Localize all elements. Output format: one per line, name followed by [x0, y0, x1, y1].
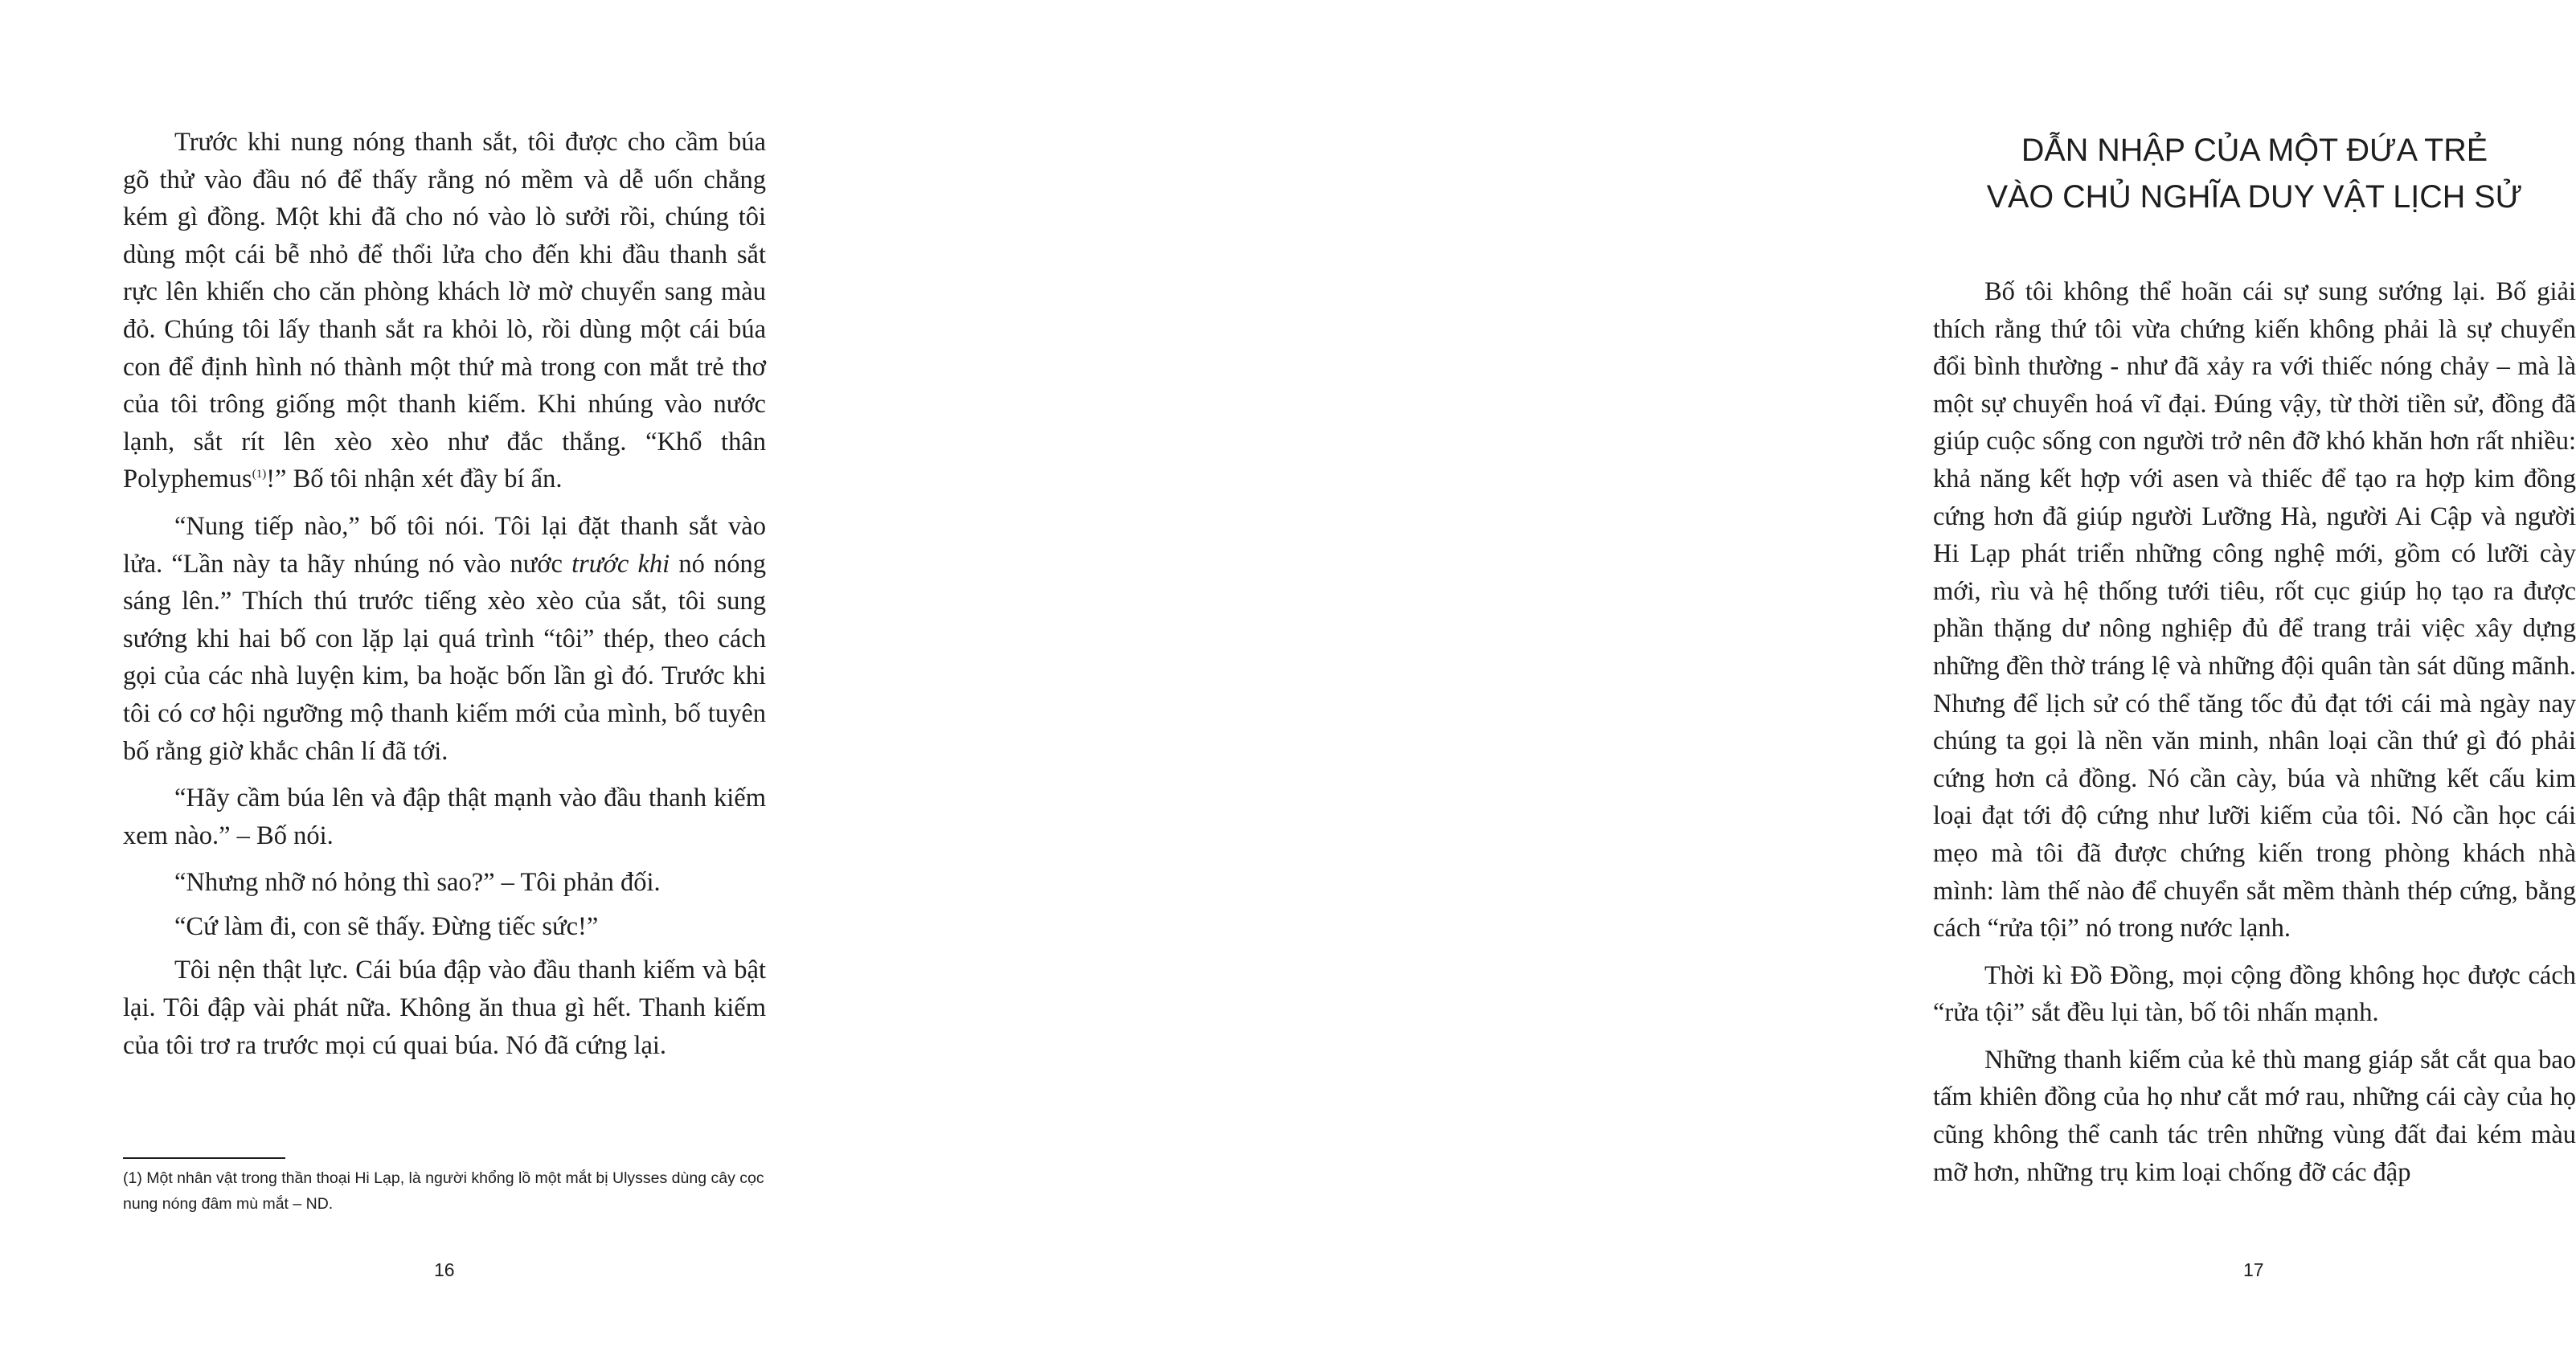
text-run: “Nung tiếp nào,” bố tôi nói. Tôi lại đặt thanh sắt vào lửa. “Lần này ta hãy nhúng nó vào nước [123, 511, 766, 579]
chapter-title-line-1: DẪN NHẬP CỦA MỘT ĐỨA TRẺ [2021, 133, 2488, 168]
text-run: !” Bố tôi nhận xét đầy bí ẩn. [266, 465, 563, 494]
page-number-left: 16 [434, 1259, 455, 1280]
chapter-title [1933, 127, 2576, 220]
left-body-text [123, 124, 766, 1074]
paragraph [123, 508, 766, 770]
left-page [0, 0, 899, 1355]
text-run: Những thanh kiếm của kẻ thù mang giáp sắt cắt qua bao tấm khiên đồng của họ như cắt mớ rau, những cái cày của họ cũng không thể canh tác trên những vùng đất đai kém màu mỡ hơn, những trụ kim loại chống đỡ các đập [1933, 1045, 2576, 1187]
chapter-title-line-2: VÀO CHỦ NGHĨA DUY VẬT LỊCH SỬ [1986, 179, 2523, 215]
text-run: nó nóng sáng lên.” Thích thú trước tiếng xèo xèo của sắt, tôi sung sướng khi hai bố con lặp lại quá trình “tôi” thép, theo cách gọi của các nhà luyện kim, ba hoặc bốn lần gì đó. Trước khi tôi có cơ hội ngưỡng mộ thanh kiếm mới của mình, bố tuyên bố rằng giờ khắc chân lí đã tới. [123, 549, 766, 766]
right-body-text [1933, 273, 2576, 1201]
text-run: Trước khi nung nóng thanh sắt, tôi được cho cầm búa gõ thử vào đầu nó để thấy rằng nó mềm và dễ uốn chẳng kém gì đồng. Một khi đã cho nó vào lò sưởi rồi, chúng tôi dùng một cái bễ nhỏ để thổi lửa cho đến khi đầu thanh sắt rực lên khiến cho căn phòng khách lờ mờ chuyển sang màu đỏ. Chúng tôi lấy thanh sắt ra khỏi lò, rồi dùng một cái búa con để định hình nó thành một thứ mà trong con mắt trẻ thơ của tôi trông giống một thanh kiếm. Khi nhúng vào nước lạnh, sắt rít lên xèo xèo như đắc thắng. “Khổ thân Polyphemus [123, 128, 766, 494]
paragraph [123, 952, 766, 1064]
paragraph [123, 780, 766, 854]
page-number-right: 17 [2243, 1259, 2264, 1280]
footnote-marker: (1) [252, 468, 267, 481]
text-run: Tôi nện thật lực. Cái búa đập vào đầu thanh kiếm và bật lại. Tôi đập vài phát nữa. Không ăn thua gì hết. Thanh kiếm của tôi trơ ra trước mọi cú quai búa. Nó đã cứng lại. [123, 956, 766, 1060]
paragraph [1933, 957, 2576, 1032]
text-run: “Cứ làm đi, con sẽ thấy. Đừng tiếc sức!” [174, 911, 599, 941]
text-run: “Hãy cầm búa lên và đập thật mạnh vào đầu thanh kiếm xem nào.” – Bố nói. [123, 784, 766, 850]
paragraph [123, 908, 766, 946]
paragraph [1933, 1042, 2576, 1191]
footnote-text: (1) Một nhân vật trong thần thoại Hi Lạp, là người khổng lồ một mắt bị Ulysses dùng cây cọc nung nóng đâm mù mắt – ND. [123, 1169, 764, 1213]
text-run: Bố tôi không thể hoãn cái sự sung sướng lại. Bố giải thích rằng thứ tôi vừa chứng kiến không phải là sự chuyển đổi bình thường - như đã xảy ra với thiếc nóng chảy – mà là một sự chuyển hoá vĩ đại. Đúng vậy, từ thời tiền sử, đồng đã giúp cuộc sống con người trở nên đỡ khó khăn hơn rất nhiều: khả năng kết hợp với asen và thiếc để tạo ra hợp kim đồng cứng hơn đã giúp người Lưỡng Hà, người Ai Cập và người Hi Lạp phát triển những công nghệ mới, gồm có lưỡi cày mới, rìu và hệ thống tưới tiêu, rốt cục giúp họ tạo ra được phần thặng dư nông nghiệp đủ để trang trải việc xây dựng những đền thờ tráng lệ và những đội quân tàn sát dũng mãnh. Nhưng để lịch sử có thể tăng tốc đủ đạt tới cái mà ngày nay chúng ta gọi là nền văn minh, nhân loại cần thứ gì đó phải cứng hơn cả đồng. Nó cần cày, búa và những kết cấu kim loại đạt tới độ cứng như lưỡi kiếm của tôi. Nó cần học cái mẹo mà tôi đã được chứng kiến trong phòng khách nhà mình: làm thế nào để chuyển sắt mềm thành thép cứng, bằng cách “rửa tội” nó trong nước lạnh. [1933, 277, 2576, 944]
footnote-divider [123, 1157, 285, 1159]
paragraph [1933, 273, 2576, 948]
paragraph [123, 864, 766, 902]
right-page [899, 0, 2576, 1355]
text-run: Thời kì Đồ Đồng, mọi cộng đồng không học được cách “rửa tội” sắt đều lụi tàn, bố tôi nhấn mạnh. [1933, 960, 2576, 1028]
emphasis-text: trước khi [571, 549, 670, 579]
paragraph [123, 124, 766, 498]
text-run: “Nhưng nhỡ nó hỏng thì sao?” – Tôi phản đối. [174, 868, 661, 898]
